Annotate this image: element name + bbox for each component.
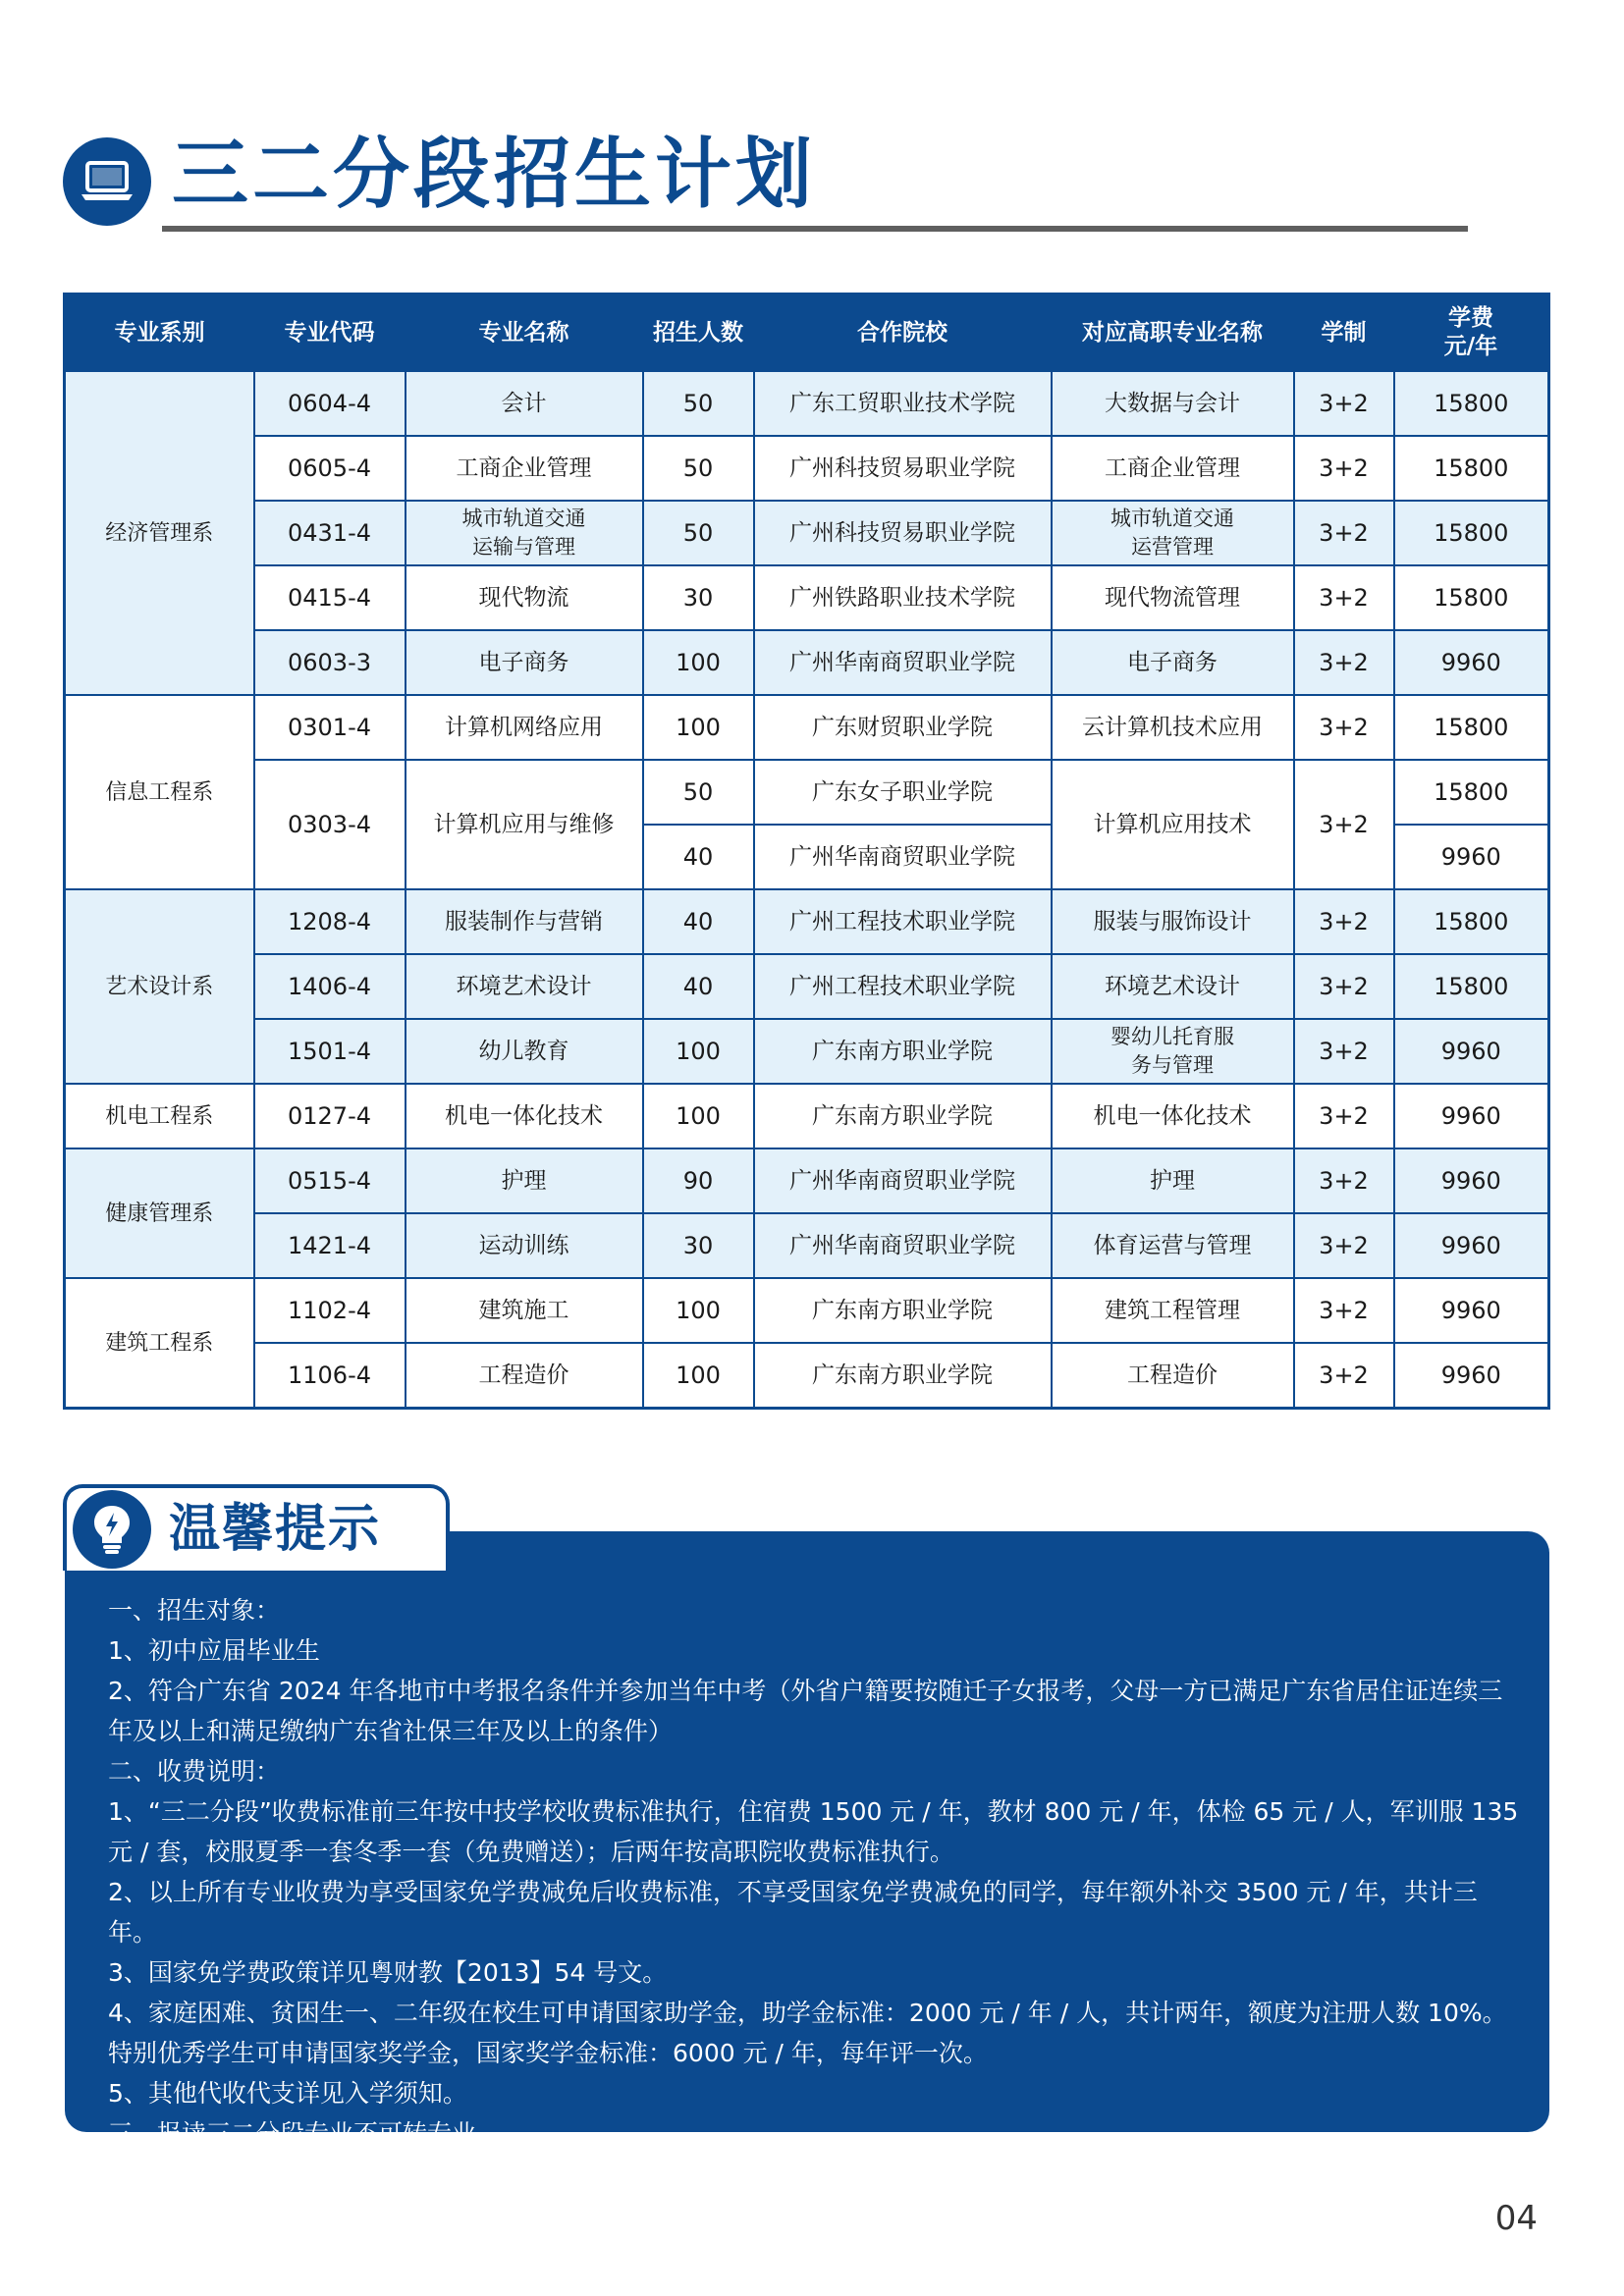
tips-line: 二、收费说明： [108,1757,281,1786]
tips-line: 1、“三二分段”收费标准前三年按中技学校收费标准执行，住宿费 1500 元 / 年，教材 800 元 / 年，体检 65 元 / 人，军训服 135 元 / 套，校服夏季一套冬季一套（免费赠送）；后两年按高职院收费标准执行。 [108,1797,1519,1866]
quota-cell: 40 [643,825,754,889]
major-cell: 城市轨道交通 运输与管理 [406,501,643,565]
major-cell: 电子商务 [406,630,643,695]
table-row [65,565,1549,630]
quota-cell: 100 [643,1343,754,1409]
fee-cell: 15800 [1394,436,1549,501]
target-cell: 现代物流管理 [1052,565,1294,630]
table-row [65,1213,1549,1278]
fee-cell: 15800 [1394,371,1549,436]
code-cell: 1102-4 [254,1278,406,1343]
fee-cell: 15800 [1394,565,1549,630]
target-cell: 城市轨道交通 运营管理 [1052,501,1294,565]
quota-cell: 100 [643,695,754,760]
table-row [65,436,1549,501]
code-cell: 0301-4 [254,695,406,760]
code-cell: 0415-4 [254,565,406,630]
system-cell: 3+2 [1294,371,1394,436]
header-code: 专业代码 [254,294,406,372]
target-cell: 工商企业管理 [1052,436,1294,501]
college-cell: 广东南方职业学院 [754,1084,1052,1148]
table-header-row [65,294,1549,372]
table-row [65,889,1549,954]
college-cell: 广州工程技术职业学院 [754,954,1052,1019]
table-row [65,695,1549,760]
header-target: 对应高职专业名称 [1052,294,1294,372]
college-cell: 广州华南商贸职业学院 [754,1148,1052,1213]
system-cell: 3+2 [1294,501,1394,565]
table-row [65,371,1549,436]
target-cell: 服装与服饰设计 [1052,889,1294,954]
table-row [65,1278,1549,1343]
college-cell: 广州科技贸易职业学院 [754,436,1052,501]
code-cell: 0431-4 [254,501,406,565]
dept-cell: 信息工程系 [65,695,254,889]
table-row [65,1343,1549,1409]
tips-line: 2、符合广东省 2024 年各地市中考报名条件并参加当年中考（外省户籍要按随迁子女报考，父母一方已满足广东省居住证连续三年及以上和满足缴纳广东省社保三年及以上的条件） [108,1677,1503,1745]
code-cell: 0127-4 [254,1084,406,1148]
page-number: 04 [1494,2199,1538,2238]
system-cell: 3+2 [1294,565,1394,630]
system-cell: 3+2 [1294,954,1394,1019]
target-cell: 云计算机技术应用 [1052,695,1294,760]
quota-cell: 100 [643,1278,754,1343]
quota-cell: 50 [643,760,754,825]
major-cell: 现代物流 [406,565,643,630]
system-cell: 3+2 [1294,695,1394,760]
fee-cell: 9960 [1394,1213,1549,1278]
table-row [65,1019,1549,1084]
target-cell: 计算机应用技术 [1052,760,1294,889]
system-cell: 3+2 [1294,760,1394,889]
header-quota: 招生人数 [643,294,754,372]
header-major: 专业名称 [406,294,643,372]
tips-body [108,1590,1522,2154]
code-cell: 1106-4 [254,1343,406,1409]
code-cell: 0604-4 [254,371,406,436]
system-cell: 3+2 [1294,1019,1394,1084]
fee-cell: 15800 [1394,889,1549,954]
major-cell: 运动训练 [406,1213,643,1278]
fee-cell: 9960 [1394,1343,1549,1409]
fee-cell: 9960 [1394,825,1549,889]
system-cell: 3+2 [1294,1343,1394,1409]
major-cell: 机电一体化技术 [406,1084,643,1148]
code-cell: 0605-4 [254,436,406,501]
major-cell: 环境艺术设计 [406,954,643,1019]
header-system: 学制 [1294,294,1394,372]
target-cell: 婴幼儿托育服 务与管理 [1052,1019,1294,1084]
code-cell: 1208-4 [254,889,406,954]
laptop-icon [63,137,151,226]
tips-line: 2、以上所有专业收费为享受国家免学费减免后收费标准，不享受国家免学费减免的同学，每年额外补交 3500 元 / 年，共计三年。 [108,1878,1478,1947]
college-cell: 广东南方职业学院 [754,1343,1052,1409]
target-cell: 电子商务 [1052,630,1294,695]
tips-line: 一、招生对象： [108,1596,281,1625]
target-cell: 工程造价 [1052,1343,1294,1409]
table-row [65,1148,1549,1213]
fee-cell: 15800 [1394,954,1549,1019]
fee-cell: 9960 [1394,630,1549,695]
system-cell: 3+2 [1294,1278,1394,1343]
code-cell: 1406-4 [254,954,406,1019]
quota-cell: 100 [643,1084,754,1148]
table-row [65,501,1549,565]
quota-cell: 50 [643,371,754,436]
college-cell: 广州科技贸易职业学院 [754,501,1052,565]
college-cell: 广州铁路职业技术学院 [754,565,1052,630]
table-row [65,954,1549,1019]
code-cell: 0515-4 [254,1148,406,1213]
target-cell: 大数据与会计 [1052,371,1294,436]
dept-cell: 经济管理系 [65,371,254,695]
tips-line: 4、家庭困难、贫困生一、二年级在校生可申请国家助学金，助学金标准：2000 元 / 年 / 人，共计两年，额度为注册人数 10%。特别优秀学生可申请国家奖学金，国家奖学金标准：6000 元 / 年，每年评一次。 [108,1999,1507,2067]
tips-title: 温馨提示 [169,1500,382,1559]
fee-cell: 15800 [1394,760,1549,825]
major-cell: 工程造价 [406,1343,643,1409]
header-dept: 专业系别 [65,294,254,372]
college-cell: 广州华南商贸职业学院 [754,825,1052,889]
major-cell: 计算机应用与维修 [406,760,643,889]
college-cell: 广州华南商贸职业学院 [754,630,1052,695]
college-cell: 广州华南商贸职业学院 [754,1213,1052,1278]
system-cell: 3+2 [1294,436,1394,501]
tips-line: 1、初中应届毕业生 [108,1636,320,1665]
dept-cell: 艺术设计系 [65,889,254,1084]
target-cell: 环境艺术设计 [1052,954,1294,1019]
code-cell: 1421-4 [254,1213,406,1278]
enrollment-plan-table [63,293,1550,1410]
dept-cell: 建筑工程系 [65,1278,254,1409]
table-row [65,630,1549,695]
target-cell: 体育运营与管理 [1052,1213,1294,1278]
quota-cell: 40 [643,889,754,954]
fee-cell: 9960 [1394,1278,1549,1343]
quota-cell: 100 [643,630,754,695]
system-cell: 3+2 [1294,630,1394,695]
college-cell: 广东南方职业学院 [754,1019,1052,1084]
fee-cell: 15800 [1394,695,1549,760]
major-cell: 建筑施工 [406,1278,643,1343]
title-underline [162,226,1468,232]
dept-cell: 健康管理系 [65,1148,254,1278]
major-cell: 会计 [406,371,643,436]
college-cell: 广东财贸职业学院 [754,695,1052,760]
target-cell: 机电一体化技术 [1052,1084,1294,1148]
quota-cell: 100 [643,1019,754,1084]
major-cell: 计算机网络应用 [406,695,643,760]
major-cell: 工商企业管理 [406,436,643,501]
system-cell: 3+2 [1294,889,1394,954]
quota-cell: 90 [643,1148,754,1213]
quota-cell: 30 [643,1213,754,1278]
fee-cell: 9960 [1394,1019,1549,1084]
tips-line: 3、国家免学费政策详见粤财教【2013】54 号文。 [108,1958,668,1987]
major-cell: 护理 [406,1148,643,1213]
system-cell: 3+2 [1294,1213,1394,1278]
code-cell: 0303-4 [254,760,406,889]
quota-cell: 30 [643,565,754,630]
quota-cell: 40 [643,954,754,1019]
lightbulb-icon [73,1490,151,1569]
code-cell: 0603-3 [254,630,406,695]
tips-line: 三、报读三二分段专业不可转专业。 [108,2119,502,2148]
table-row [65,760,1549,825]
major-cell: 服装制作与营销 [406,889,643,954]
dept-cell: 机电工程系 [65,1084,254,1148]
target-cell: 护理 [1052,1148,1294,1213]
page-title: 三二分段招生计划 [172,130,817,219]
system-cell: 3+2 [1294,1148,1394,1213]
college-cell: 广州工程技术职业学院 [754,889,1052,954]
system-cell: 3+2 [1294,1084,1394,1148]
fee-cell: 9960 [1394,1148,1549,1213]
fee-cell: 9960 [1394,1084,1549,1148]
quota-cell: 50 [643,436,754,501]
table-row [65,1084,1549,1148]
code-cell: 1501-4 [254,1019,406,1084]
header-fee: 学费 元/年 [1394,294,1549,372]
tips-line: 5、其他代收代支详见入学须知。 [108,2079,467,2108]
major-cell: 幼儿教育 [406,1019,643,1084]
college-cell: 广东女子职业学院 [754,760,1052,825]
header-college: 合作院校 [754,294,1052,372]
target-cell: 建筑工程管理 [1052,1278,1294,1343]
fee-cell: 15800 [1394,501,1549,565]
college-cell: 广东工贸职业技术学院 [754,371,1052,436]
quota-cell: 50 [643,501,754,565]
college-cell: 广东南方职业学院 [754,1278,1052,1343]
